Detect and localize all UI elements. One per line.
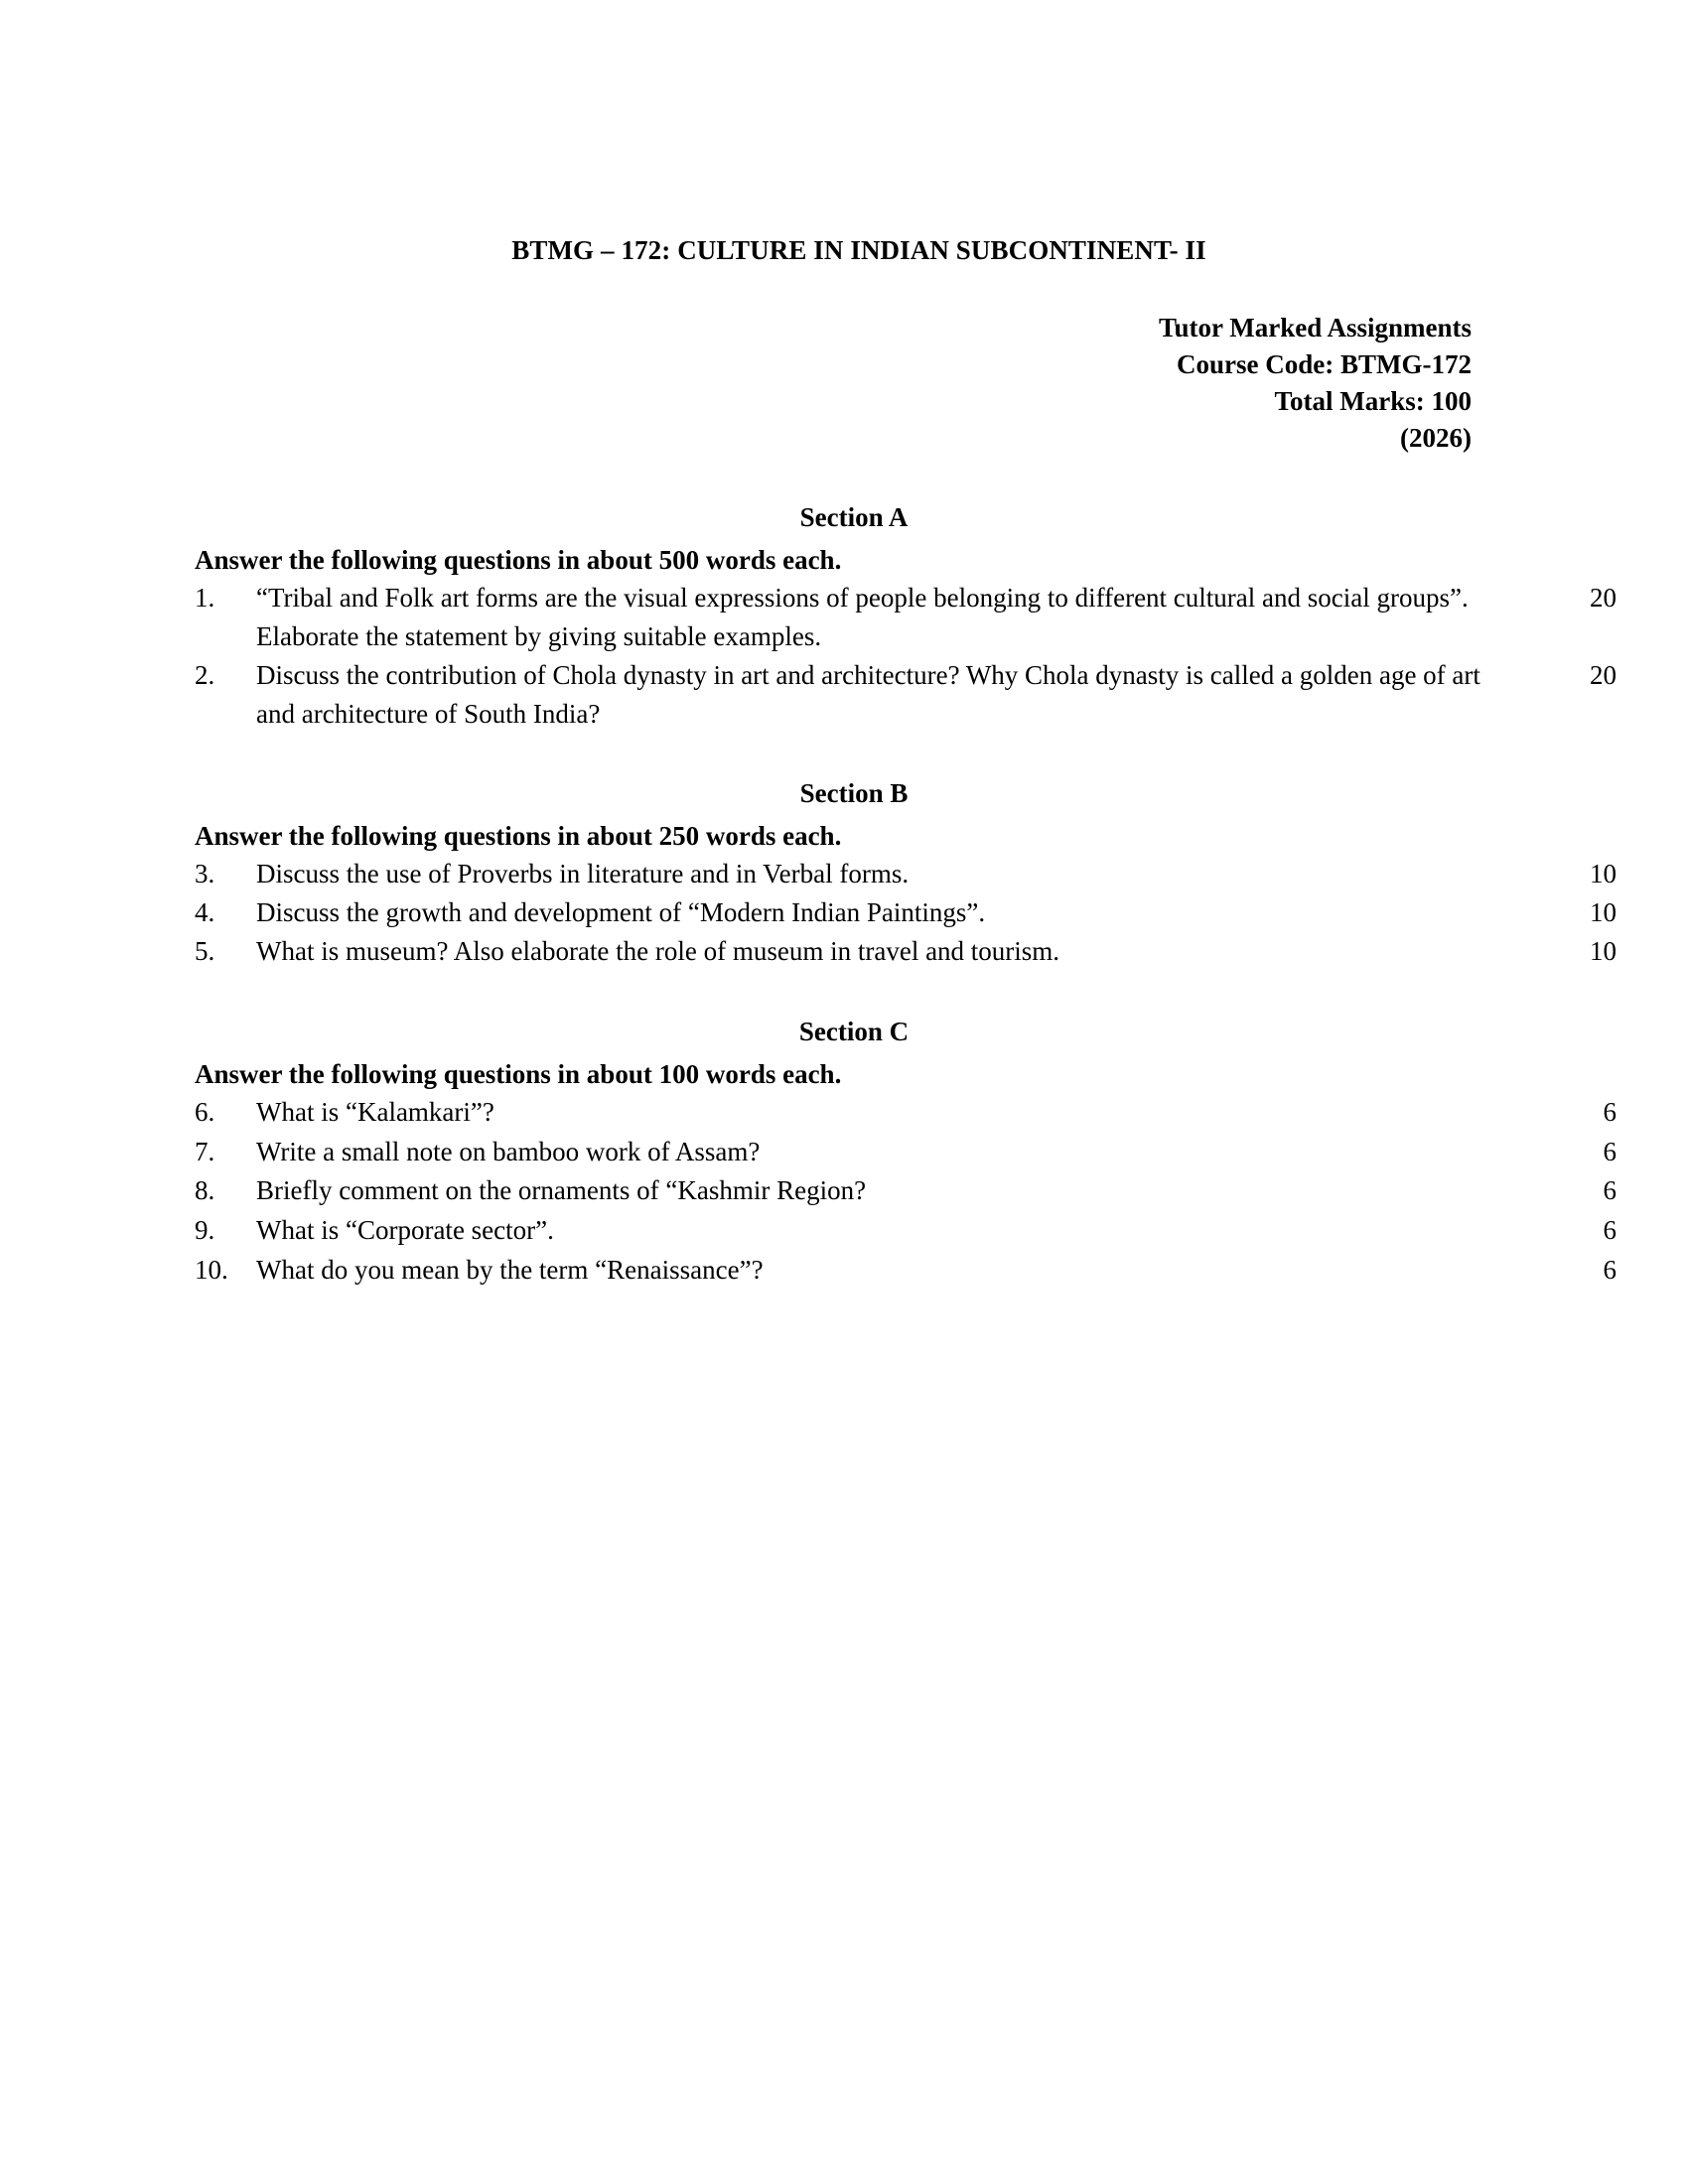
page-title: BTMG – 172: CULTURE IN INDIAN SUBCONTINENT- II [511, 235, 1206, 265]
question-marks: 6 [1603, 1175, 1617, 1206]
question-number: 10. [195, 1254, 228, 1285]
list-item [0, 1171, 1688, 1211]
question-marks: 6 [1603, 1097, 1617, 1128]
question-body [256, 855, 1617, 893]
section-c-instruction: Answer the following questions in about 100 words each. [195, 1059, 842, 1090]
section-c [0, 1017, 1688, 1290]
question-body [256, 579, 1617, 656]
list-item [0, 1251, 1688, 1291]
question-text: What is museum? Also elaborate the role of museum in travel and tourism. [256, 936, 1060, 967]
question-number: 7. [195, 1136, 215, 1166]
meta-course-code: Course Code: BTMG-172 [1177, 348, 1472, 379]
list-item [0, 932, 1688, 971]
question-marks: 6 [1603, 1254, 1617, 1285]
list-item [0, 656, 1688, 734]
question-body [256, 1093, 1617, 1133]
section-a-instruction: Answer the following questions in about 500 words each. [195, 544, 842, 575]
question-number: 3. [195, 859, 215, 889]
question-body [256, 893, 1617, 932]
question-text: Briefly comment on the ornaments of “Kashmir Region? [256, 1175, 867, 1206]
section-a-question-list [0, 579, 1688, 734]
question-number: 1. [195, 582, 215, 613]
section-a [0, 502, 1688, 734]
question-marks: 10 [1590, 859, 1617, 889]
question-text: Discuss the use of Proverbs in literature and in Verbal forms. [256, 859, 910, 889]
question-body [256, 1171, 1617, 1211]
assignment-meta [0, 310, 1688, 457]
list-item [0, 1093, 1688, 1133]
section-b-heading: Section B [799, 778, 909, 809]
question-text: What is “Kalamkari”? [256, 1097, 494, 1128]
list-item [0, 855, 1688, 893]
meta-year: (2026) [1400, 422, 1472, 453]
list-item [0, 579, 1688, 656]
section-c-heading: Section C [798, 1017, 910, 1047]
meta-tutor-marked-assignments: Tutor Marked Assignments [1158, 313, 1472, 342]
section-b-instruction: Answer the following questions in about 250 words each. [195, 821, 842, 852]
question-text: “Tribal and Folk art forms are the visual expressions of people belonging to different cultural and social groups”. Elaborate the statement by giving suitable examples. [256, 582, 1469, 651]
question-marks: 10 [1590, 897, 1617, 928]
question-marks: 10 [1590, 936, 1617, 967]
question-number: 4. [195, 897, 215, 928]
list-item [0, 1211, 1688, 1251]
meta-total-marks: Total Marks: 100 [1274, 385, 1472, 416]
question-body [256, 1251, 1617, 1291]
question-text: Write a small note on bamboo work of Assam? [256, 1136, 761, 1166]
question-marks: 20 [1590, 659, 1617, 690]
question-text: What is “Corporate sector”. [256, 1215, 554, 1246]
question-text: Discuss the contribution of Chola dynasty in art and architecture? Why Chola dynasty is called a golden age of art and architecture of South India? [256, 659, 1480, 729]
question-number: 2. [195, 659, 215, 690]
question-marks: 6 [1603, 1215, 1617, 1246]
list-item [0, 1133, 1688, 1172]
question-body [256, 932, 1617, 971]
question-text: Discuss the growth and development of “Modern Indian Paintings”. [256, 897, 986, 928]
section-b-question-list [0, 855, 1688, 971]
section-b [0, 778, 1688, 971]
question-number: 5. [195, 936, 215, 967]
question-number: 8. [195, 1175, 215, 1206]
question-text: What do you mean by the term “Renaissance”? [256, 1254, 764, 1285]
section-c-question-list [0, 1093, 1688, 1290]
question-marks: 20 [1590, 582, 1617, 613]
list-item [0, 893, 1688, 932]
question-body [256, 656, 1617, 734]
section-a-heading: Section A [799, 501, 909, 532]
question-number: 6. [195, 1097, 215, 1128]
question-body [256, 1211, 1617, 1251]
question-number: 9. [195, 1215, 215, 1246]
question-marks: 6 [1603, 1136, 1617, 1166]
question-body [256, 1133, 1617, 1172]
